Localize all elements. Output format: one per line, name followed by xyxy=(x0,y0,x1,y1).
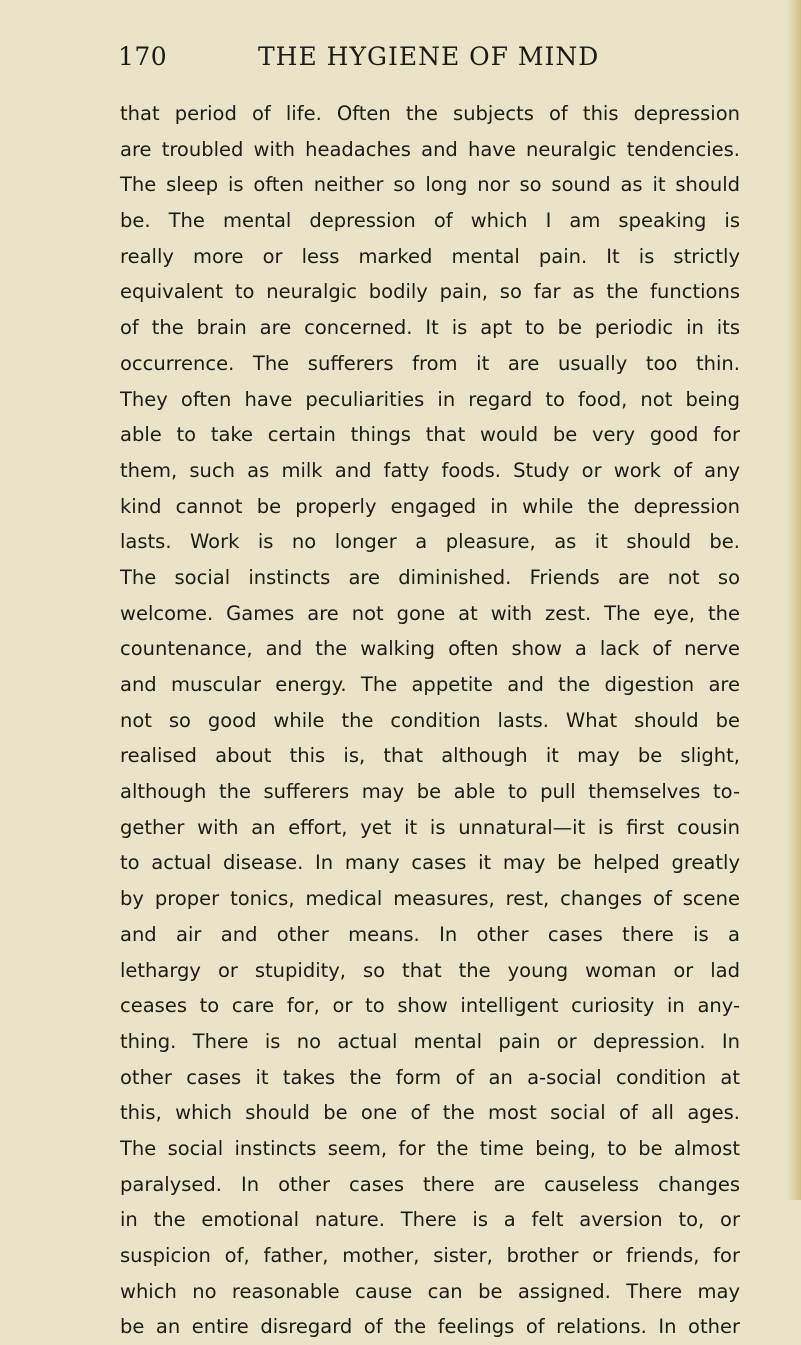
page-edge xyxy=(787,0,801,1200)
text-line: lasts. Work is no longer a pleasure, as it should be. xyxy=(120,530,740,554)
text-line: thing. There is no actual mental pain or depression. In xyxy=(120,1029,740,1053)
text-line: really more or less marked mental pain. It is strictly xyxy=(120,244,740,268)
text-line: The social instincts are diminished. Friends are not so xyxy=(120,565,740,589)
page-number: 170 xyxy=(118,42,168,71)
text-line: by proper tonics, medical measures, rest, changes of scene xyxy=(120,887,740,911)
text-line: them, such as milk and fatty foods. Study or work of any xyxy=(120,458,740,482)
text-line: gether with an effort, yet it is unnatural—it is first cousin xyxy=(120,815,740,839)
text-line: and air and other means. In other cases there is a xyxy=(120,922,740,946)
text-line: equivalent to neuralgic bodily pain, so far as the functions xyxy=(120,280,740,304)
text-line: paralysed. In other cases there are causeless changes xyxy=(120,1172,740,1196)
text-line: other cases it takes the form of an a-social condition at xyxy=(120,1065,740,1089)
text-line: occurrence. The sufferers from it are usually too thin. xyxy=(120,351,740,375)
text-line: which no reasonable cause can be assigned. There may xyxy=(120,1279,740,1303)
text-line: realised about this is, that although it may be slight, xyxy=(120,744,740,768)
text-line: The social instincts seem, for the time being, to be almost xyxy=(120,1136,740,1160)
text-line: that period of life. Often the subjects of this depression xyxy=(120,102,740,125)
text-line: although the sufferers may be able to pull themselves to- xyxy=(120,780,740,804)
text-line: and muscular energy. The appetite and the digestion are xyxy=(120,673,740,696)
text-line: to actual disease. In many cases it may be helped greatly xyxy=(120,851,740,875)
text-line: countenance, and the walking often show a lack of nerve xyxy=(120,637,740,661)
running-title: THE HYGIENE OF MIND xyxy=(258,42,600,71)
text-line: be. The mental depression of which I am speaking is xyxy=(120,209,740,233)
page-header xyxy=(118,42,738,82)
text-line: this, which should be one of the most social of all ages. xyxy=(120,1101,740,1125)
text-line: suspicion of, father, mother, sister, brother or friends, for xyxy=(120,1244,740,1267)
text-line: be an entire disregard of the feelings of relations. In other xyxy=(120,1315,740,1339)
text-line: not so good while the condition lasts. What should be xyxy=(120,708,740,732)
text-line: kind cannot be properly engaged in while the depression xyxy=(120,494,740,518)
text-line: lethargy or stupidity, so that the young woman or lad xyxy=(120,958,740,982)
text-line: able to take certain things that would be very good for xyxy=(120,423,740,447)
text-line: They often have peculiarities in regard to food, not being xyxy=(120,387,740,411)
text-line: welcome. Games are not gone at with zest. The eye, the xyxy=(120,601,740,625)
text-line: are troubled with headaches and have neuralgic tendencies. xyxy=(120,137,740,161)
text-line: The sleep is often neither so long nor so sound as it should xyxy=(120,173,740,197)
text-line: ceases to care for, or to show intelligent curiosity in any- xyxy=(120,994,740,1018)
text-line: in the emotional nature. There is a felt aversion to, or xyxy=(120,1208,740,1232)
body-text xyxy=(120,96,740,1345)
text-line: of the brain are concerned. It is apt to be periodic in its xyxy=(120,316,740,340)
